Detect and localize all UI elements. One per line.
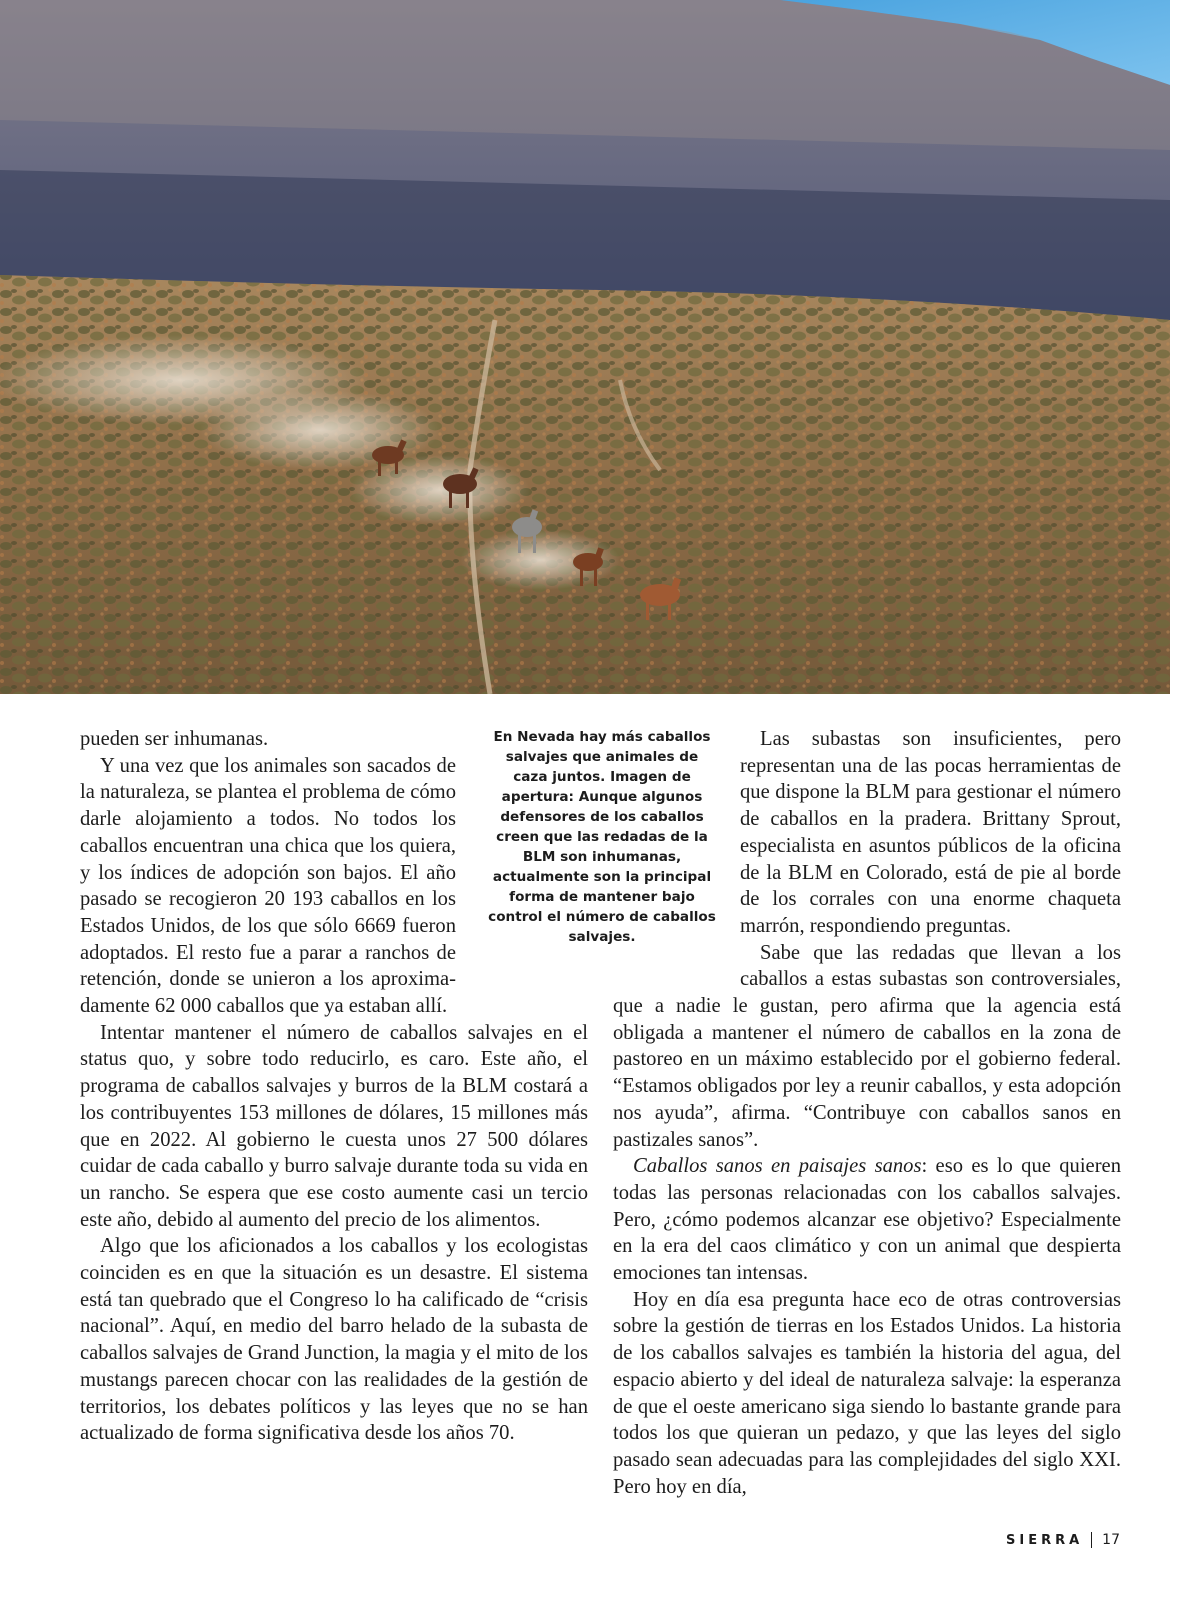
paragraph: Algo que los aficionados a los caballos y los ecologistas coinciden es en que la situación es un desastre. El sistema está tan quebrado que el Congreso lo ha calificado de “crisis nacional”. Aquí, en medio del barro helado de la subasta de caballos salvajes de Grand Junction, la magia y el mito de los mustangs parecen chocar con las realidades de la gestión de territorios, los debates políticos y las leyes que no se han actualizado de forma significativa desde los años 70. [80,1235,588,1445]
paragraph: pueden ser inhumanas. [80,728,269,750]
paragraph [613,1153,1121,1287]
page-edge [1170,0,1200,1600]
caption-wrap-space [613,726,740,968]
paragraph: Las subastas son insuficientes, pero representan una de las pocas herramientas de que dispone la BLM para gestionar el número de caballos en la pradera. Brittany Sprout, especialista en asuntos públicos de la oficina de la BLM en Colorado, está de pie al borde de los corrales con una enorme chaqueta marrón, respondiendo preguntas. [740,728,1121,937]
folio-divider [1091,1532,1092,1548]
page-folio [1006,1532,1120,1548]
paragraph: Hoy en día esa pregunta hace eco de otras controversias sobre la gestión de tierras en los Estados Unidos. La historia de los caballos salvajes es también la historia del agua, del espacio abierto y del ideal de naturaleza salvaje: la esperanza de que el oeste americano siga siendo lo bastante grande para todos los que quieran un pedazo, y que las leyes del siglo pasado sean adecuadas para las complejidades del siglo XXI. Pero hoy en día, [613,1288,1121,1498]
body-column-right [613,726,1121,1500]
paragraph: Y una vez que los animales son sacados de la naturaleza, se plantea el problema de cómo darle alojamiento a todos. No todos los caballos encuentran una chica que los quiera, y los índices de adopción son bajos. El año pasado se recogieron 20 193 caballos en los Estados Unidos, de los que sólo 6669 fueron adoptados. El resto fue a parar a ranchos de retención, donde se unieron a los aproximadamente 62 000 caballos que ya estaban allí. [80,754,456,1018]
hero-photo-wild-horses [0,0,1170,694]
photo-caption: En Nevada hay más caballos salvajes que animales de caza juntos. Imagen de apertura: Aunque algunos defensores de los caballos creen que las redadas de la BLM son inhumanas, actualmente son la principal forma de mantener bajo control el número de caballos salvajes. [488,729,716,945]
publication-name: SIERRA [1006,1532,1084,1548]
paragraph: Intentar mantener el número de caballos salvajes en el status quo, y sobre todo reducirlo, es caro. Este año, el programa de caballos salvajes y burros de la BLM costará a los contribuyentes 153 millones de dólares, 15 millones más que en 2022. Al gobierno le cuesta unos 27 500 dólares cuidar de cada caballo y burro salvaje durante toda su vida en un rancho. Se espera que ese costo aumente casi un tercio este año, debido al aumento del precio de los alimentos. [80,1021,588,1231]
page-number: 17 [1102,1532,1120,1548]
paragraph: Sabe que las redadas que llevan a los caballos a estas subastas son controversiales, que a nadie le gustan, pero afirma que la agencia está obligada a mantener el número de caballos en la zona de pastoreo en un máximo establecido por el gobierno federal. “Estamos obligados por ley a reunir caballos, y esta adopción nos ayuda”, afirma. “Contribuye con caballos sanos en pastizales sanos”. [613,941,1121,1151]
paragraph-text: : eso es lo que quieren todas las personas relacionadas con los caballos salvajes. Pero, ¿cómo podemos alcanzar ese objetivo? Especialmente en la era del caos climático y con un animal que despierta emociones tan intensas. [613,1155,1121,1285]
italic-phrase: Caballos sanos en paisajes sanos [633,1155,922,1178]
